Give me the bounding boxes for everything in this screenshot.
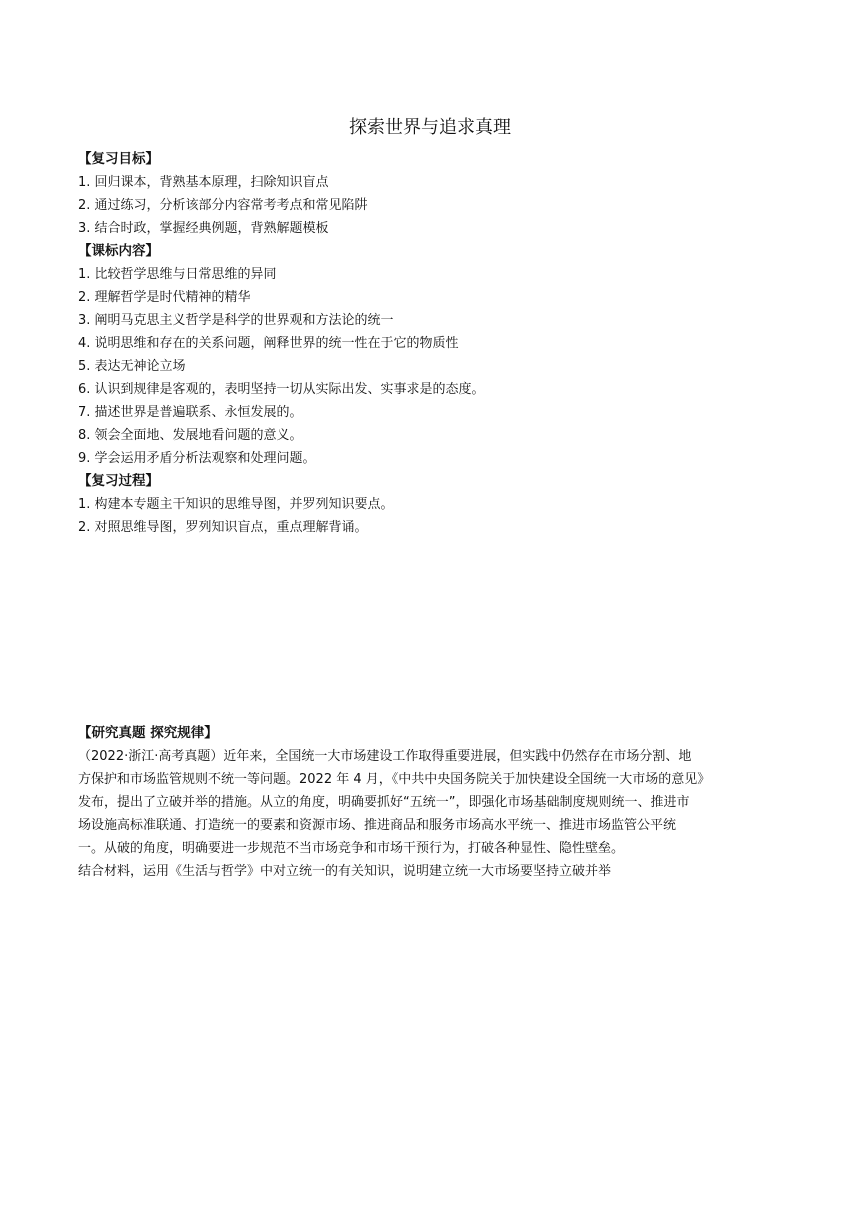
review-goal-item: 3. 结合时政，掌握经典例题，背熟解题模板 (78, 221, 329, 236)
curriculum-heading: 【课标内容】 (78, 243, 159, 259)
research-paragraph-line: 发布，提出了立破并举的措施。从立的角度，明确要抓好“五统一”，即强化市场基础制度规则统一、推进市 (78, 795, 690, 810)
review-process-section (78, 470, 778, 539)
research-section (78, 722, 783, 883)
review-goals-heading: 【复习目标】 (78, 151, 159, 167)
review-goal-item: 2. 通过练习，分析该部分内容常考考点和常见陷阱 (78, 198, 368, 213)
curriculum-item: 1. 比较哲学思维与日常思维的异同 (78, 267, 277, 282)
curriculum-item: 2. 理解哲学是时代精神的精华 (78, 290, 251, 305)
curriculum-item: 4. 说明思维和存在的关系问题，阐释世界的统一性在于它的物质性 (78, 336, 459, 351)
document-title: 探索世界与追求真理 (349, 117, 511, 138)
review-goals-section (78, 148, 778, 240)
review-goal-item: 1. 回归课本，背熟基本原理，扫除知识盲点 (78, 175, 329, 190)
curriculum-item: 5. 表达无神论立场 (78, 359, 186, 374)
research-paragraph-line: 场设施高标准联通、打造统一的要素和资源市场、推进商品和服务市场高水平统一、推进市场监管公平统 (78, 818, 677, 833)
research-paragraph-line: （2022·浙江·高考真题）近年来，全国统一大市场建设工作取得重要进展，但实践中仍然存在市场分割、地 (78, 749, 692, 764)
review-process-heading: 【复习过程】 (78, 473, 159, 489)
curriculum-item: 6. 认识到规律是客观的，表明坚持一切从实际出发、实事求是的态度。 (78, 382, 485, 397)
research-heading: 【研究真题 探究规律】 (78, 725, 218, 741)
curriculum-item: 3. 阐明马克思主义哲学是科学的世界观和方法论的统一 (78, 313, 394, 328)
curriculum-item: 9. 学会运用矛盾分析法观察和处理问题。 (78, 451, 316, 466)
curriculum-section (78, 240, 778, 470)
review-process-item: 1. 构建本专题主干知识的思维导图，并罗列知识要点。 (78, 497, 394, 512)
curriculum-item: 8. 领会全面地、发展地看问题的意义。 (78, 428, 303, 443)
curriculum-item: 7. 描述世界是普遍联系、永恒发展的。 (78, 405, 303, 420)
research-question: 结合材料，运用《生活与哲学》中对立统一的有关知识，说明建立统一大市场要坚持立破并举 (78, 864, 612, 879)
review-process-item: 2. 对照思维导图，罗列知识盲点，重点理解背诵。 (78, 520, 368, 535)
research-paragraph-line: 方保护和市场监管规则不统一等问题。2022 年 4 月，《中共中央国务院关于加快建设全国统一大市场的意见》 (78, 772, 711, 787)
research-paragraph-line: 一。从破的角度，明确要进一步规范不当市场竞争和市场干预行为，打破各种显性、隐性壁垒。 (78, 841, 625, 856)
